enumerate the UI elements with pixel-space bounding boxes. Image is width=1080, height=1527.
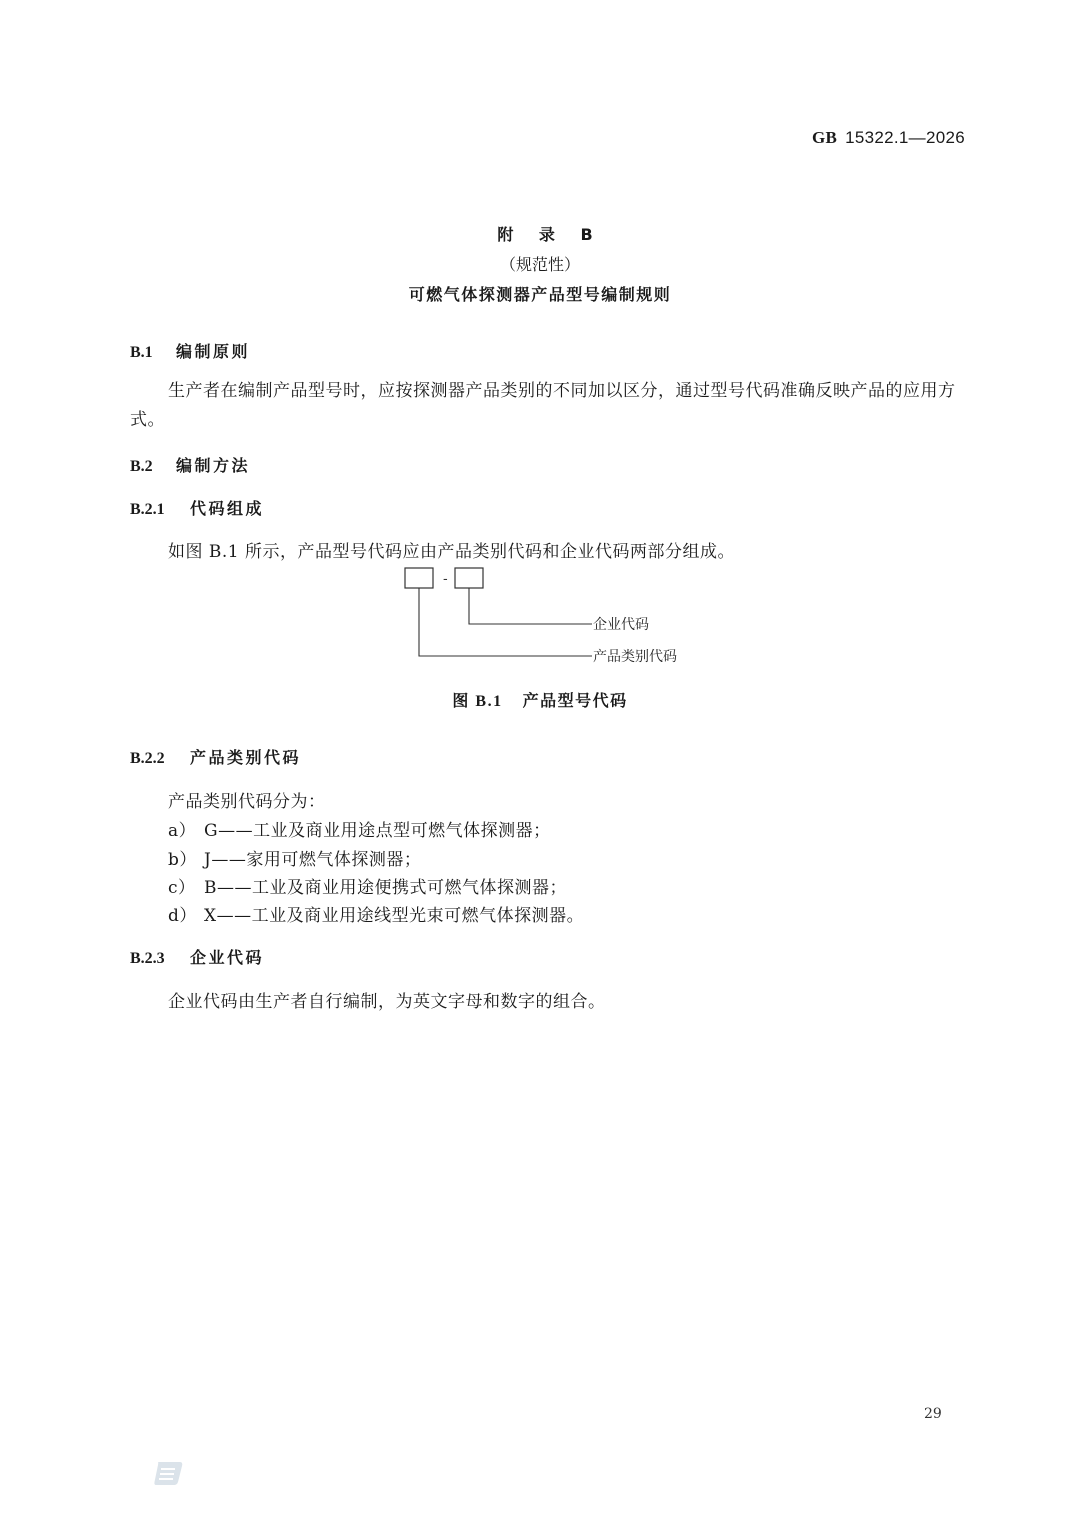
enterprise-code-label: 企业代码 — [593, 617, 649, 633]
product-code-diagram — [0, 0, 1080, 680]
list-marker: a） — [168, 821, 197, 841]
list-text: G——工业及商业用途点型可燃气体探测器； — [204, 821, 551, 841]
heading-number: B.2 — [130, 458, 153, 475]
figure-caption — [0, 688, 1080, 711]
annex-label: 附 录 B — [497, 225, 603, 244]
heading-text: 产品类别代码 — [190, 748, 302, 767]
paragraph-b21: 如图 B.1 所示，产品型号代码应由产品类别代码和企业代码两部分组成。 — [168, 542, 736, 562]
heading-number: B.2.2 — [130, 750, 165, 767]
heading-text: 编制原则 — [176, 342, 251, 361]
annex-title: 可燃气体探测器产品型号编制规则 — [408, 285, 672, 304]
heading-text: 企业代码 — [190, 948, 265, 967]
list-text: J——家用可燃气体探测器； — [204, 850, 422, 870]
category-code-label: 产品类别代码 — [593, 649, 677, 665]
heading-text: 编制方法 — [176, 456, 251, 475]
std-code: 15322.1—2026 — [845, 128, 965, 147]
heading-number: B.2.3 — [130, 950, 165, 967]
list-text: X——工业及商业用途线型光束可燃气体探测器。 — [204, 906, 585, 926]
annex-kind: （规范性） — [499, 255, 580, 274]
heading-b23 — [130, 945, 264, 968]
list-marker: d） — [168, 906, 197, 926]
paragraph-b23: 企业代码由生产者自行编制，为英文字母和数字的组合。 — [168, 992, 606, 1012]
list-item — [168, 845, 421, 870]
enterprise-leader-line — [469, 588, 592, 624]
enterprise-code-box — [455, 568, 483, 588]
list-item — [168, 873, 567, 898]
category-leader-line — [419, 588, 592, 656]
sac-watermark-icon — [154, 1460, 184, 1486]
heading-text: 代码组成 — [190, 499, 265, 518]
heading-b22 — [130, 745, 301, 768]
heading-number: B.1 — [130, 344, 153, 361]
paragraph-b1: 生产者在编制产品型号时，应按探测器产品类别的不同加以区分，通过型号代码准确反映产品的应用方式。 — [130, 381, 956, 430]
figure-title: 产品型号代码 — [522, 691, 628, 710]
list-item — [168, 816, 551, 841]
page-number: 29 — [924, 1406, 942, 1422]
paragraph-b22-intro: 产品类别代码分为： — [168, 792, 326, 812]
list-text: B——工业及商业用途便携式可燃气体探测器； — [204, 878, 567, 898]
list-item — [168, 901, 584, 926]
figure-number: 图 B.1 — [452, 693, 503, 710]
list-marker: b） — [168, 850, 197, 870]
code-separator: - — [443, 572, 448, 587]
heading-number: B.2.1 — [130, 501, 165, 518]
std-prefix: GB — [811, 128, 838, 147]
category-code-box — [405, 568, 433, 588]
list-marker: c） — [168, 878, 196, 898]
